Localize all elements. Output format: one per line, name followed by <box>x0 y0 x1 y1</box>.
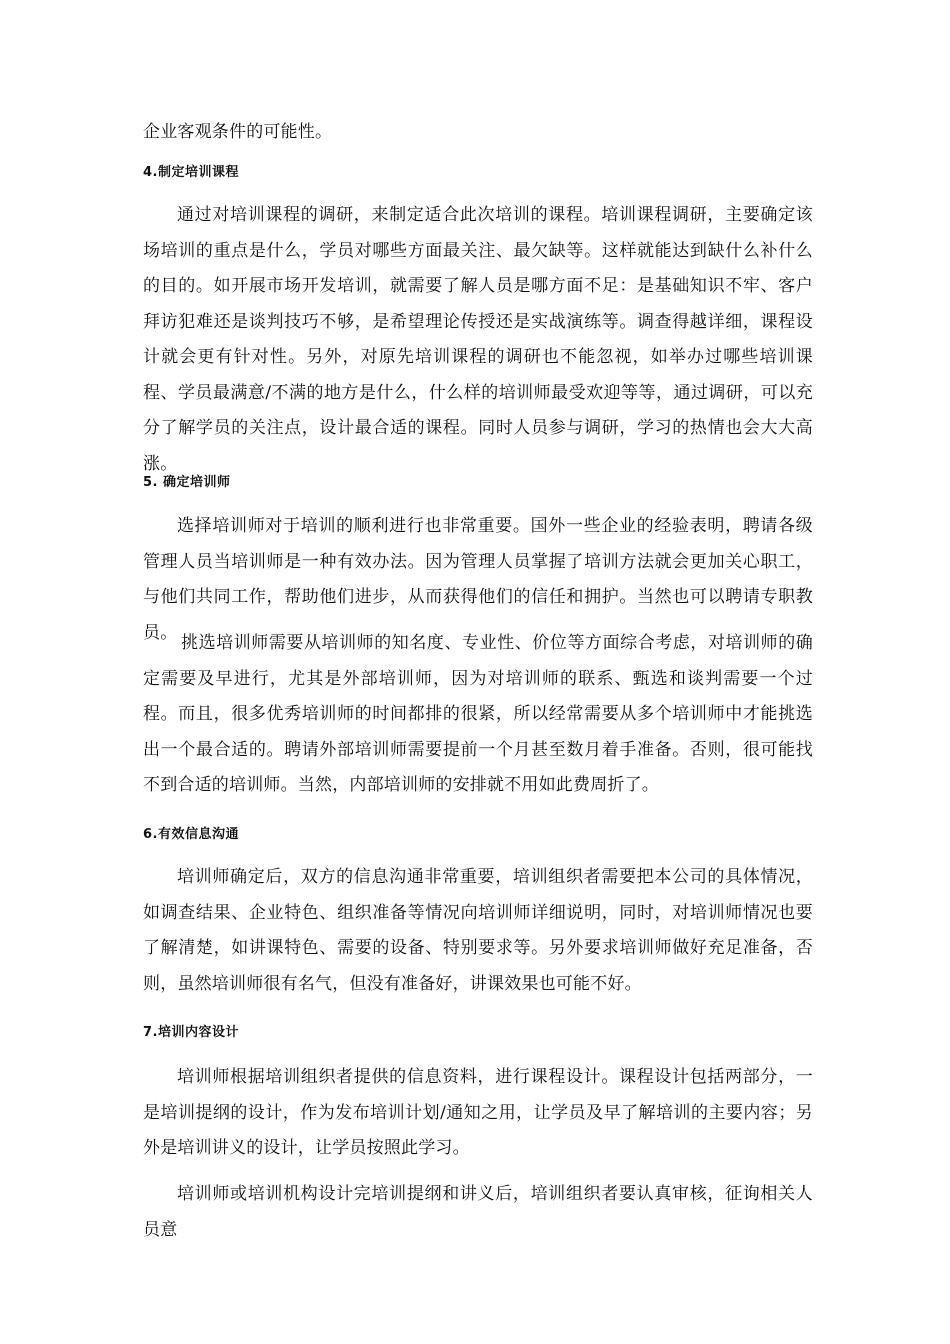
paragraph-review-outline: 培训师或培训机构设计完培训提纲和讲义后，培训组织者要认真审核，征询相关人员意 <box>143 1184 813 1240</box>
paragraph-communication: 培训师确定后，双方的信息沟通非常重要，培训组织者需要把本公司的具体情况，如调查结果、企业特色、组织准备等情况向培训师详细说明，同时，对培训师情况也要了解清楚，如讲课特色、需要的设备、特别要求等。另外要求培训师做好充足准备，否则，虽然培训师很有名气，但没有准备好，讲课效果也可能不好。 <box>143 867 813 994</box>
paragraph-intro-tail: 企业客观条件的可能性。 <box>143 122 333 142</box>
paragraph-select-trainer: 选择培训师对于培训的顺利进行也非常重要。国外一些企业的经验表明，聘请各级管理人员当培训师是一种有效办法。因为管理人员掌握了培训方法就会更加关心职工，与他们共同工作，帮助他们进步，从而获得他们的信任和拥护。当然也可以聘请专职教员。 <box>143 516 813 643</box>
section-heading-7: 7.培训内容设计 <box>143 1025 239 1040</box>
paragraph-pick-trainer: 挑选培训师需要从培训师的知名度、专业性、价位等方面综合考虑，对培训师的确定需要及早进行，尤其是外部培训师，因为对培训师的联系、甄选和谈判需要一个过程。而且，很多优秀培训师的时间都排的很紧，所以经常需要从多个培训师中才能挑选出一个最合适的。聘请外部培训师需要提前一个月甚至数月着手准备。否则，很可能找不到合适的培训师。当然，内部培训师的安排就不用如此费周折了。 <box>143 633 813 795</box>
section-heading-4: 4.制定培训课程 <box>143 165 239 180</box>
paragraph-course-research: 通过对培训课程的调研，来制定适合此次培训的课程。培训课程调研，主要确定该场培训的重点是什么，学员对哪些方面最关注、最欠缺等。这样就能达到缺什么补什么的目的。如开展市场开发培训，就需要了解人员是哪方面不足：是基础知识不牢、客户拜访犯难还是谈判技巧不够，是希望理论传授还是实战演练等。调查得越详细，课程设计就会更有针对性。另外，对原先培训课程的调研也不能忽视，如举办过哪些培训课程、学员最满意/不满的地方是什么，什么样的培训师最受欢迎等等，通过调研，可以充分了解学员的关注点，设计最合适的课程。同时人员参与调研，学习的热情也会大大高涨。 <box>143 205 813 474</box>
paragraph-content-design: 培训师根据培训组织者提供的信息资料，进行课程设计。课程设计包括两部分，一是培训提纲的设计，作为发布培训计划/通知之用，让学员及早了解培训的主要内容；另外是培训讲义的设计，让学员按照此学习。 <box>143 1067 813 1158</box>
section-heading-5: 5. 确定培训师 <box>143 475 231 490</box>
section-heading-6: 6.有效信息沟通 <box>143 827 239 842</box>
